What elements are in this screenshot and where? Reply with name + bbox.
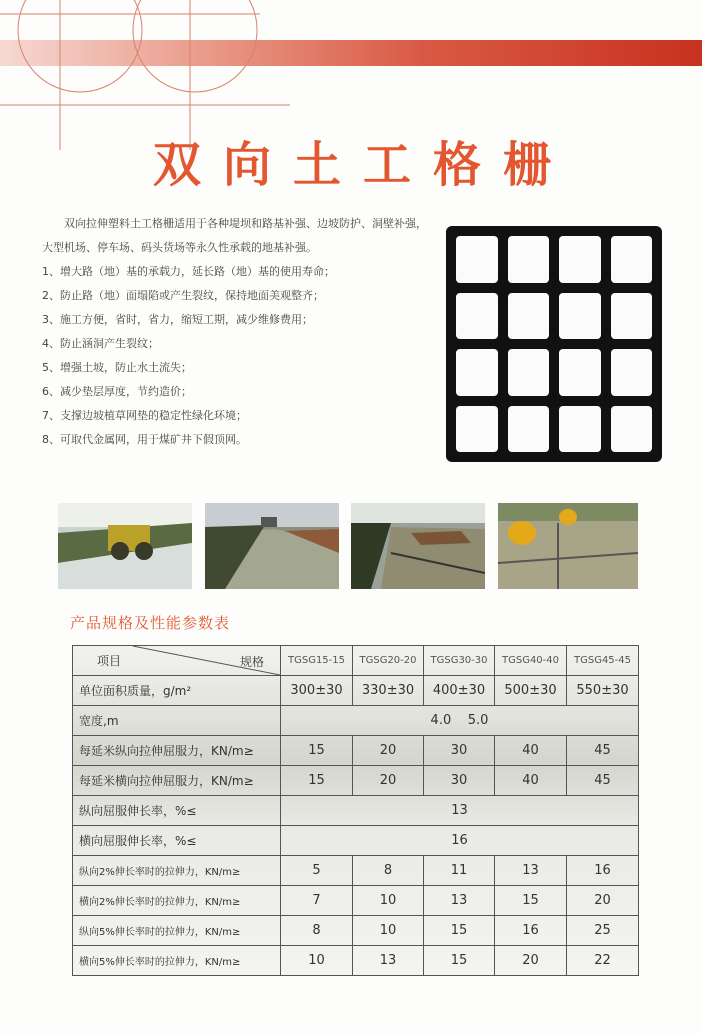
spec-table — [72, 645, 639, 976]
page-title: 双向土工格栅 — [152, 137, 573, 193]
cell: 400±30 — [424, 676, 495, 706]
cell: 13 — [353, 946, 424, 976]
merged-cell: 16 — [281, 826, 639, 856]
table-row — [73, 886, 639, 916]
model-header: TGSG45-45 — [567, 646, 639, 676]
cell: 7 — [281, 886, 353, 916]
list-item: 5、增强土坡，防止水土流失； — [42, 361, 192, 374]
intro-paragraph: 双向拉伸塑料土工格栅适用于各种堤坝和路基补强、边坡防护、洞壁补强，大型机场、停车场、码头货场等永久性承载的地基补强。 — [42, 217, 427, 254]
list-item: 3、施工方便，省时，省力，缩短工期，减少维修费用； — [42, 313, 313, 326]
cell: 45 — [567, 736, 639, 766]
intro-text — [42, 212, 432, 452]
cell: 300±30 — [281, 676, 353, 706]
model-header: TGSG40-40 — [495, 646, 567, 676]
table-header-corner — [73, 646, 281, 676]
table-row — [73, 856, 639, 886]
cell: 40 — [495, 766, 567, 796]
table-row — [73, 676, 639, 706]
list-item: 1、增大路（地）基的承载力，延长路（地）基的使用寿命； — [42, 265, 335, 278]
cell: 30 — [424, 766, 495, 796]
cell: 13 — [495, 856, 567, 886]
merged-cell: 4.0 5.0 — [281, 706, 639, 736]
table-row — [73, 736, 639, 766]
cell: 5 — [281, 856, 353, 886]
cell: 15 — [495, 886, 567, 916]
table-row — [73, 706, 639, 736]
list-item: 4、防止涵洞产生裂纹； — [42, 337, 159, 350]
cell: 20 — [567, 886, 639, 916]
trench-photo — [351, 503, 485, 589]
cell: 20 — [495, 946, 567, 976]
row-label: 纵向2%伸长率时的拉伸力，KN/m≥ — [73, 856, 281, 886]
row-label: 纵向5%伸长率时的拉伸力，KN/m≥ — [73, 916, 281, 946]
cell: 15 — [424, 946, 495, 976]
row-label: 横向2%伸长率时的拉伸力，KN/m≥ — [73, 886, 281, 916]
list-item: 7、支撑边坡植草网垫的稳定性绿化环境； — [42, 409, 247, 422]
cell: 40 — [495, 736, 567, 766]
feature-list — [42, 260, 432, 452]
header-spec: 规格 — [239, 655, 264, 669]
cell: 20 — [353, 736, 424, 766]
row-label: 每延米纵向拉伸屈服力，KN/m≥ — [73, 736, 281, 766]
cell: 15 — [281, 736, 353, 766]
model-header: TGSG20-20 — [353, 646, 424, 676]
road-roller-photo — [58, 503, 192, 589]
cell: 500±30 — [495, 676, 567, 706]
row-label: 横向屈服伸长率，%≤ — [73, 826, 281, 856]
row-label: 宽度,m — [73, 706, 281, 736]
table-header-row — [73, 646, 639, 676]
cell: 20 — [353, 766, 424, 796]
cell: 30 — [424, 736, 495, 766]
list-item: 8、可取代金属网，用于煤矿井下假顶网。 — [42, 433, 247, 446]
cell: 10 — [353, 916, 424, 946]
cell: 16 — [495, 916, 567, 946]
application-photos — [58, 503, 638, 589]
cell: 550±30 — [567, 676, 639, 706]
cell: 22 — [567, 946, 639, 976]
section-title: 产品规格及性能参数表 — [70, 614, 231, 632]
cell: 8 — [281, 916, 353, 946]
table-row — [73, 916, 639, 946]
cell: 13 — [424, 886, 495, 916]
geogrid-product-image — [446, 226, 662, 462]
road-construction-photo — [205, 503, 339, 589]
row-label: 每延米横向拉伸屈服力，KN/m≥ — [73, 766, 281, 796]
cell: 45 — [567, 766, 639, 796]
row-label: 横向5%伸长率时的拉伸力，KN/m≥ — [73, 946, 281, 976]
cell: 8 — [353, 856, 424, 886]
row-label: 纵向屈服伸长率，%≤ — [73, 796, 281, 826]
model-header: TGSG15-15 — [281, 646, 353, 676]
cell: 330±30 — [353, 676, 424, 706]
table-row — [73, 826, 639, 856]
row-label: 单位面积质量，g/m² — [73, 676, 281, 706]
cell: 15 — [424, 916, 495, 946]
cell: 11 — [424, 856, 495, 886]
cell: 15 — [281, 766, 353, 796]
table-row — [73, 796, 639, 826]
header-item: 项目 — [97, 654, 122, 668]
cell: 16 — [567, 856, 639, 886]
cell: 25 — [567, 916, 639, 946]
list-item: 2、防止路（地）面塌陷或产生裂纹，保持地面美观整齐； — [42, 289, 324, 302]
cell: 10 — [281, 946, 353, 976]
table-row — [73, 946, 639, 976]
table-row — [73, 766, 639, 796]
merged-cell: 13 — [281, 796, 639, 826]
cell: 10 — [353, 886, 424, 916]
list-item: 6、减少垫层厚度，节约造价； — [42, 385, 192, 398]
model-header: TGSG30-30 — [424, 646, 495, 676]
workers-laying-grid-photo — [498, 503, 638, 589]
